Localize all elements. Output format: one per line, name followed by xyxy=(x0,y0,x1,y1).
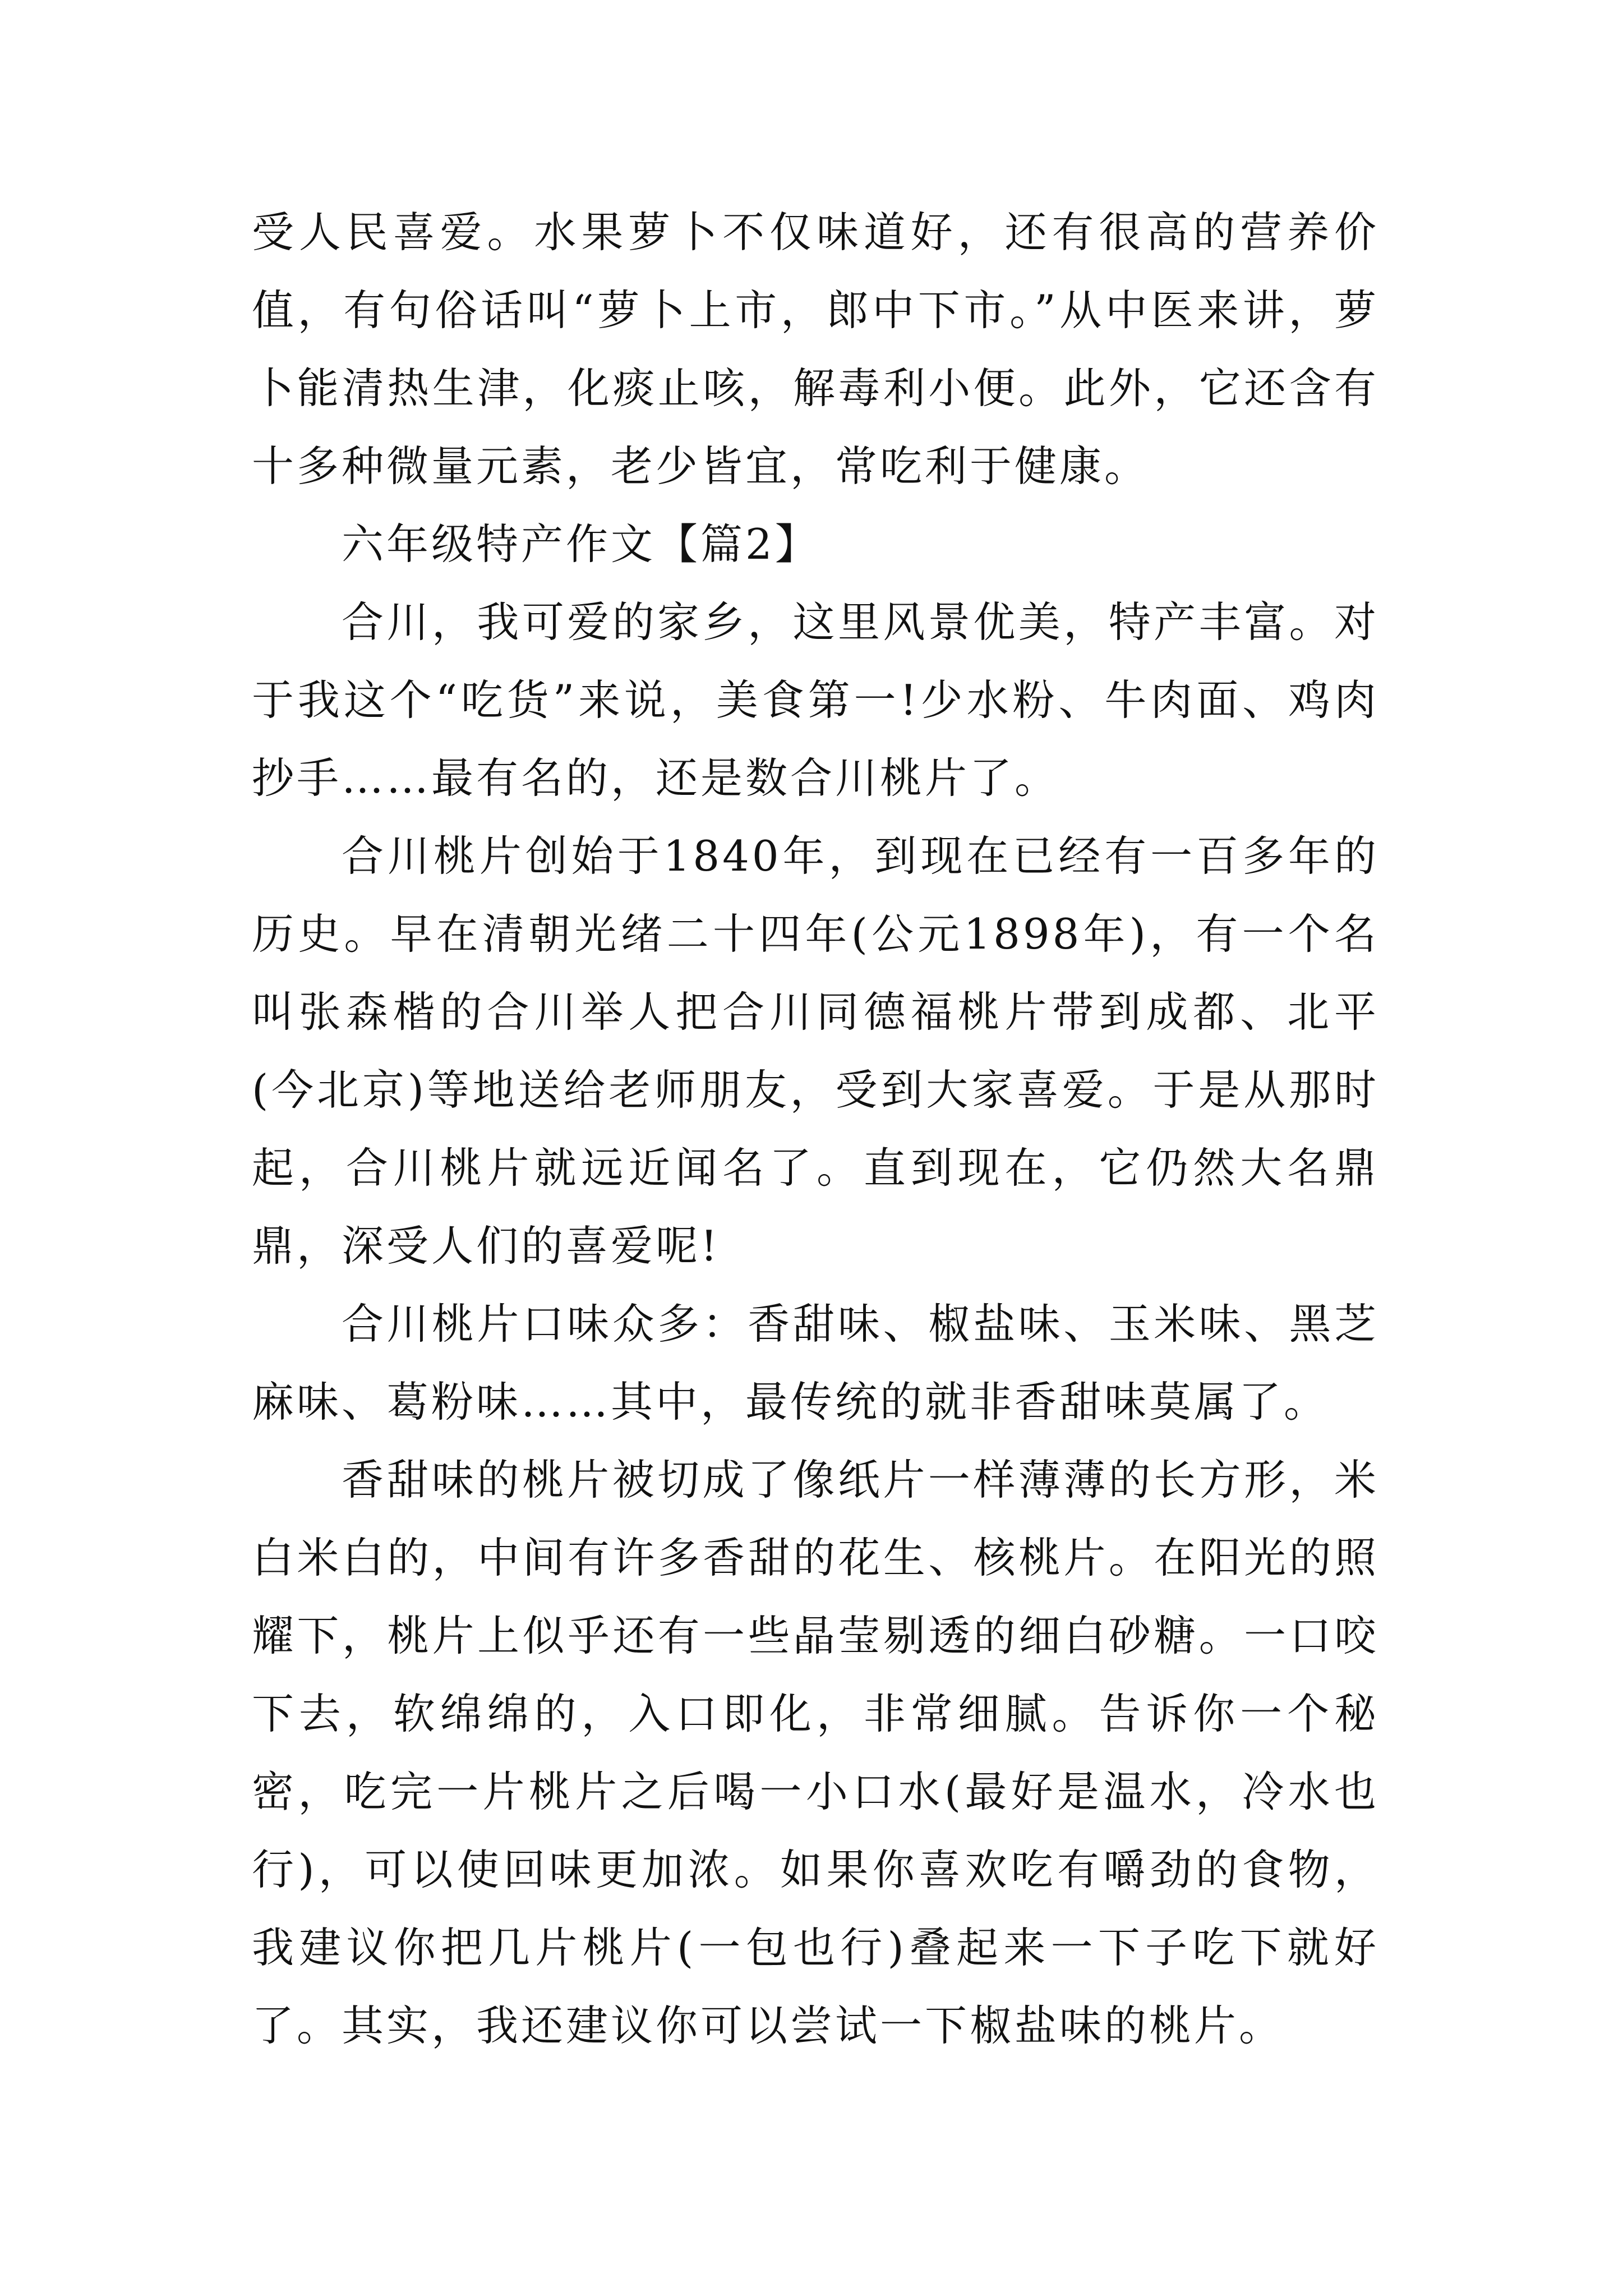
paragraph-intro: 合川，我可爱的家乡，这里风景优美，特产丰富。对于我这个“吃货”来说，美食第一!少水粉、牛肉面、鸡肉抄手……最有名的，还是数合川桃片了。 xyxy=(252,597,1379,803)
paragraph-flavors: 合川桃片口味众多：香甜味、椒盐味、玉米味、黑芝麻味、葛粉味……其中，最传统的就非香甜味莫属了。 xyxy=(252,1299,1379,1427)
section-heading: 六年级特产作文【篇2】 xyxy=(342,519,820,569)
paragraph-sweet-flavor: 香甜味的桃片被切成了像纸片一样薄薄的长方形，米白米白的，中间有许多香甜的花生、核桃片。在阳光的照耀下，桃片上似乎还有一些晶莹剔透的细白砂糖。一口咬下去，软绵绵的，入口即化，非常细腻。告诉你一个秘密，吃完一片桃片之后喝一小口水(最好是温水，冷水也行)，可以使回味更加浓。如果你喜欢吃有嚼劲的食物，我建议你把几片桃片(一包也行)叠起来一下子吃下就好了。其实，我还建议你可以尝试一下椒盐味的桃片。 xyxy=(252,1455,1379,2050)
paragraph-continued: 受人民喜爱。水果萝卜不仅味道好，还有很高的营养价值，有句俗话叫“萝卜上市，郎中下市。”从中医来讲，萝卜能清热生津，化痰止咳，解毒利小便。此外，它还含有十多种微量元素，老少皆宜，常吃利于健康。 xyxy=(252,208,1379,491)
document-body xyxy=(252,194,1379,2065)
paragraph-history: 合川桃片创始于1840年，到现在已经有一百多年的历史。早在清朝光绪二十四年(公元1898年)，有一个名叫张森楷的合川举人把合川同德福桃片带到成都、北平(今北京)等地送给老师朋友，受到大家喜爱。于是从那时起，合川桃片就远近闻名了。直到现在，它仍然大名鼎鼎，深受人们的喜爱呢! xyxy=(252,831,1379,1271)
